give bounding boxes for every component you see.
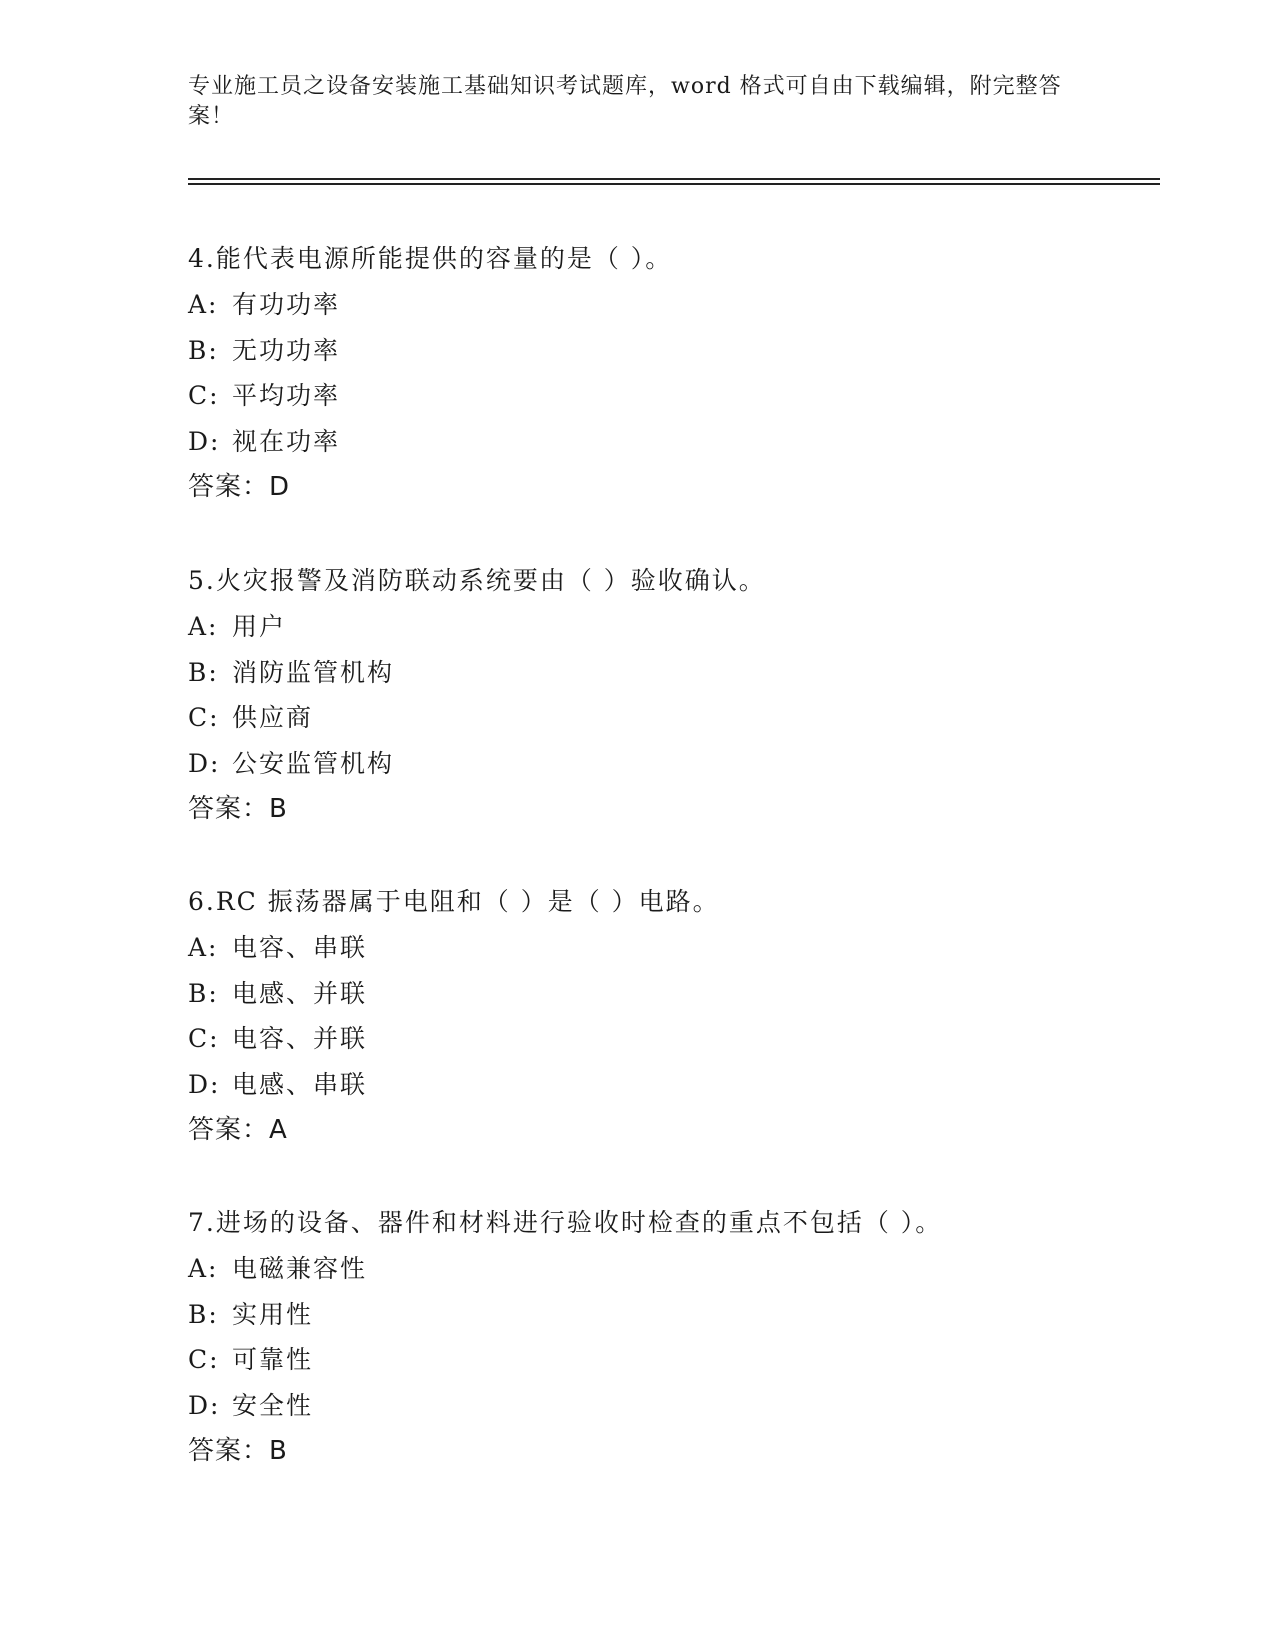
question-stem: 4.能代表电源所能提供的容量的是（ ）。 <box>188 244 673 273</box>
option-text: 可靠性 <box>232 1345 314 1375</box>
option-a <box>188 1246 1188 1292</box>
option-text: 视在功率 <box>232 427 341 457</box>
option-text: 电感、串联 <box>232 1070 368 1100</box>
option-d <box>188 1062 1188 1108</box>
option-key: B: <box>188 978 219 1008</box>
option-text: 消防监管机构 <box>232 657 395 687</box>
option-b <box>188 971 1188 1017</box>
option-c <box>188 1016 1188 1062</box>
option-key: C: <box>188 1345 220 1375</box>
option-key: C: <box>188 381 220 411</box>
question-5 <box>188 558 1188 833</box>
option-c <box>188 373 1188 419</box>
question-stem: 7.进场的设备、器件和材料进行验收时检查的重点不包括（ ）。 <box>188 1208 943 1237</box>
answer: 答案：B <box>188 793 288 824</box>
option-text: 有功功率 <box>232 289 341 319</box>
question-4 <box>188 236 1188 511</box>
header-divider-top <box>188 178 1160 180</box>
option-text: 用户 <box>232 611 287 641</box>
question-stem: 5.火灾报警及消防联动系统要由（ ）验收确认。 <box>188 566 766 595</box>
option-d <box>188 1383 1188 1429</box>
option-b <box>188 1292 1188 1338</box>
option-text: 实用性 <box>232 1299 314 1329</box>
header-divider-bottom <box>188 183 1160 185</box>
answer: 答案：B <box>188 1435 288 1466</box>
option-key: D: <box>188 749 221 779</box>
option-text: 安全性 <box>232 1391 314 1421</box>
option-text: 公安监管机构 <box>232 749 395 779</box>
question-6 <box>188 879 1188 1154</box>
option-key: C: <box>188 703 220 733</box>
option-text: 供应商 <box>232 703 314 733</box>
option-key: D: <box>188 1391 221 1421</box>
option-key: B: <box>188 1299 219 1329</box>
option-key: B: <box>188 657 219 687</box>
option-text: 无功功率 <box>232 335 341 365</box>
option-text: 电容、并联 <box>232 1024 368 1054</box>
option-c <box>188 1337 1188 1383</box>
option-d <box>188 419 1188 465</box>
option-a <box>188 604 1188 650</box>
answer: 答案：D <box>188 471 291 502</box>
option-key: C: <box>188 1024 220 1054</box>
document-header: 专业施工员之设备安装施工基础知识考试题库，word 格式可自由下载编辑，附完整答案！ <box>188 74 1062 129</box>
option-key: D: <box>188 1070 221 1100</box>
option-key: D: <box>188 427 221 457</box>
option-key: A: <box>188 932 219 962</box>
question-7 <box>188 1200 1188 1475</box>
option-text: 电磁兼容性 <box>232 1253 368 1283</box>
question-stem: 6.RC 振荡器属于电阻和（ ）是（ ）电路。 <box>188 887 720 916</box>
option-b <box>188 650 1188 696</box>
option-d <box>188 741 1188 787</box>
option-a <box>188 282 1188 328</box>
option-c <box>188 695 1188 741</box>
option-text: 电感、并联 <box>232 978 368 1008</box>
answer: 答案：A <box>188 1114 288 1145</box>
option-key: A: <box>188 289 219 319</box>
option-a <box>188 925 1188 971</box>
option-key: B: <box>188 335 219 365</box>
option-b <box>188 328 1188 374</box>
option-text: 电容、串联 <box>232 932 368 962</box>
option-key: A: <box>188 1253 219 1283</box>
option-key: A: <box>188 611 219 641</box>
option-text: 平均功率 <box>232 381 341 411</box>
